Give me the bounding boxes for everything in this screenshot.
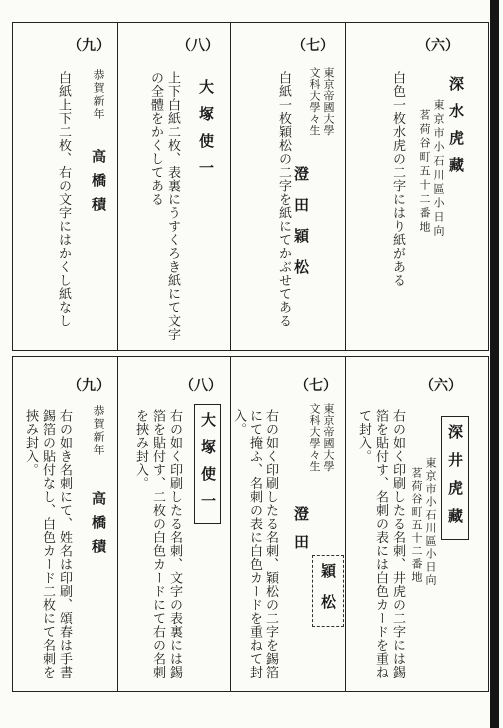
binding-edge-shadow — [490, 0, 499, 728]
card-affiliation-line-2: 文科大學々生 — [308, 67, 321, 136]
entry-number: （九） — [68, 38, 110, 54]
cell-top-9 — [12, 22, 118, 351]
card-given-name-boxed: 穎松 — [319, 563, 337, 625]
entry-number: （六） — [420, 378, 462, 394]
card-address-line-1: 東京市小石川區小日向 — [432, 99, 445, 239]
card-note-line: 右の如く印刷したる名刺、井虎の二字には錫 — [390, 409, 405, 679]
card-name-boxed: 大塚使一 — [199, 412, 217, 520]
card-note: 白色一枚水虎の二字にはり紙がある — [390, 71, 405, 287]
card-name: 澄田穎松 — [292, 166, 310, 290]
card-greeting: 恭賀新年 — [92, 69, 105, 121]
cell-bottom-9 — [12, 356, 118, 692]
cell-bottom-8 — [117, 356, 231, 692]
cell-top-8 — [117, 22, 231, 351]
card-affiliation-line-1: 東京帝國大學 — [322, 403, 335, 472]
card-affiliation-line-2: 文科大學々生 — [308, 403, 321, 472]
card-note: 白紙上下二枚、右の文字にはかくし紙なし — [56, 71, 71, 328]
cell-bottom-7 — [230, 356, 346, 692]
card-name: 大塚使一 — [197, 79, 215, 187]
card-name: 深水虎藏 — [447, 76, 465, 184]
card-address-line-2: 茗荷谷町五十二番地 — [410, 467, 423, 584]
card-address-line-1: 東京市小石川區小日向 — [424, 457, 437, 587]
card-name-boxed: 深井虎藏 — [446, 424, 464, 536]
cell-top-6 — [345, 22, 489, 351]
entry-number: （七） — [295, 378, 337, 394]
card-note: 白紙一枚穎松の二字を紙にてかぶせてある — [276, 71, 291, 328]
cell-top-7 — [230, 22, 346, 351]
card-note-line: 入。 — [231, 409, 246, 436]
entry-number: （八） — [180, 378, 222, 394]
entry-number: （九） — [68, 378, 110, 394]
card-note-line: 箔を貼付す、名刺の表には白色カードを重ね — [373, 409, 388, 679]
entry-number: （七） — [292, 38, 334, 54]
card-note-line: を挾み封入。 — [133, 409, 148, 490]
card-name: 高橋積 — [90, 149, 106, 221]
card-note-line: 箔を貼付す、二枚の白色カードにて右の名刺 — [150, 409, 165, 679]
card-affiliation-line-1: 東京帝國大學 — [322, 67, 335, 136]
card-note-line: 錫箔の貼付なし、白色カード二枚にて名刺を — [40, 409, 55, 679]
card-note-line: の全體をかくしてある — [148, 71, 163, 206]
cell-bottom-6 — [345, 356, 489, 692]
card-greeting: 恭賀新年 — [92, 405, 105, 457]
card-note-line: 右の如き名刺にて、姓名は印刷、頌春は手書 — [57, 409, 72, 679]
card-note-line: 右の如く印刷したる名刺、穎松の二字を錫箔 — [263, 409, 278, 679]
card-note-line: 挾み封入。 — [23, 409, 38, 477]
entry-number: （六） — [417, 38, 459, 54]
card-note-line: て封入。 — [356, 409, 371, 463]
card-note-line: 上下白紙二枚、表裏にうすくろき紙にて文字 — [165, 71, 180, 341]
card-surname: 澄田 — [292, 506, 310, 562]
card-address-line-2: 茗荷谷町五十二番地 — [418, 109, 431, 235]
entry-number: （八） — [177, 38, 219, 54]
card-note-line: 右の如く印刷したる名刺、文字の表裏には錫 — [167, 409, 182, 679]
card-note-line: にて掩ふ、名刺の表に白色カードを重ねて封 — [247, 409, 262, 679]
card-name: 高橋積 — [90, 491, 106, 563]
